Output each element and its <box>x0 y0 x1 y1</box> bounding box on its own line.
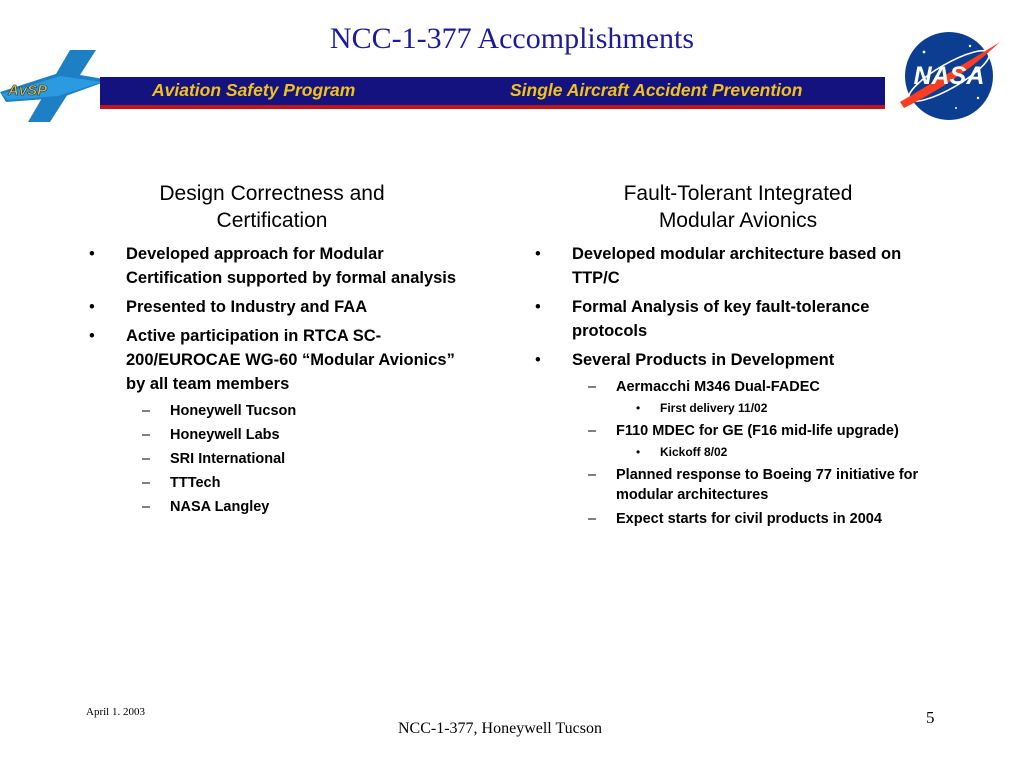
list-item: – Expect starts for civil products in 2004 <box>588 511 882 527</box>
list-item: – SRI International <box>142 451 286 467</box>
product-list <box>528 377 948 529</box>
left-column-heading: Design Correctness and Certification <box>159 182 385 232</box>
avsp-logo <box>0 50 115 122</box>
list-item: – Honeywell Tucson <box>142 403 297 419</box>
list-item: • Developed approach for Modular Certification supported by formal analysis <box>89 245 457 287</box>
banner-project-label: Single Aircraft Accident Prevention <box>510 80 803 100</box>
right-column <box>528 180 948 534</box>
slide-title: NCC-1-377 Accomplishments <box>329 22 695 55</box>
list-item: • Developed modular architecture based on TTP/C <box>535 245 902 287</box>
nasa-logo <box>894 24 1004 124</box>
list-item: • Several Products in Development – Aermacchi M346 Dual-FADEC • First delivery 11/02 – F110 MDEC for GE (F16 mid-life upgrade) • Kickoff 8/02 – Planned response to Boeing 77 initiative for modular architectures – Expect starts for civil products in 2004 <box>528 348 948 529</box>
footer-center-text: NCC-1-377, Honeywell Tucson <box>397 720 602 737</box>
page-number: 5 <box>926 708 935 727</box>
program-banner <box>100 77 885 109</box>
footer-date: April 1. 2003 <box>86 706 145 718</box>
list-item: – NASA Langley <box>142 499 270 515</box>
list-item: • Kickoff 8/02 <box>636 445 728 459</box>
svg-text:AvSP: AvSP <box>8 82 48 99</box>
team-member-list <box>82 401 462 517</box>
left-bullet-list <box>82 242 462 517</box>
banner-program-label: Aviation Safety Program <box>152 80 356 100</box>
right-column-heading: Fault-Tolerant Integrated Modular Avionics <box>623 182 853 232</box>
list-item: – Aermacchi M346 Dual-FADEC • First delivery 11/02 <box>572 377 948 416</box>
list-item: • Active participation in RTCA SC-200/EUROCAE WG-60 “Modular Avionics” by all team members – Honeywell Tucson – Honeywell Labs – SRI International – TTTech – NASA Langley <box>82 324 462 517</box>
list-item: • First delivery 11/02 <box>636 401 768 415</box>
list-item: – Planned response to Boeing 77 initiative for modular architectures <box>588 467 919 503</box>
list-item: • Formal Analysis of key fault-tolerance protocols <box>535 298 870 340</box>
list-item: • Presented to Industry and FAA <box>89 298 368 316</box>
list-item: – F110 MDEC for GE (F16 mid-life upgrade) • Kickoff 8/02 <box>572 421 948 460</box>
right-bullet-list <box>528 242 948 529</box>
list-item: – Honeywell Labs <box>142 427 280 443</box>
list-item: – TTTech <box>142 475 221 491</box>
left-column <box>82 180 462 522</box>
svg-text:NASA: NASA <box>913 62 985 90</box>
